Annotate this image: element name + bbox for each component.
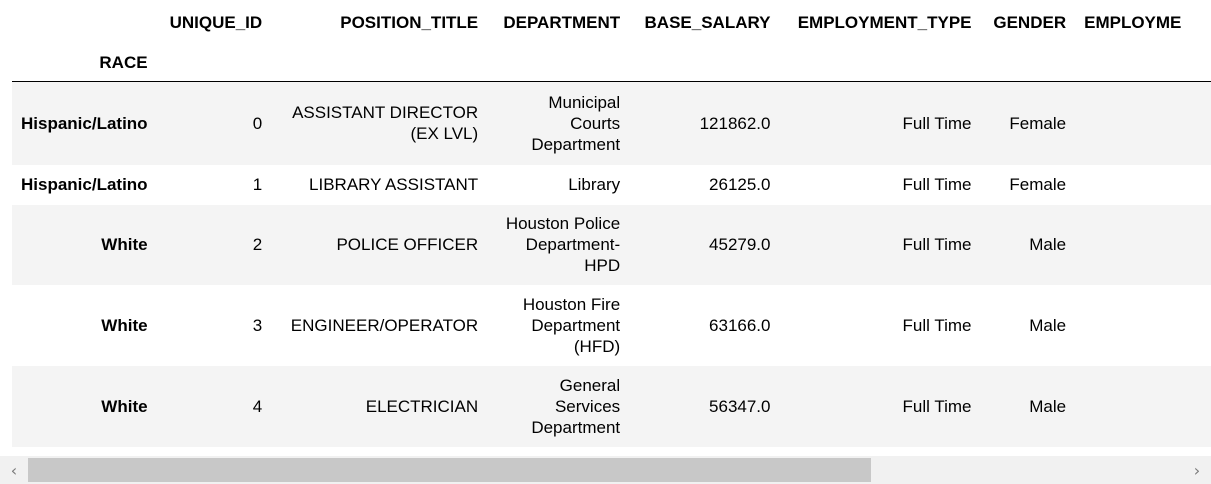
cell-department <box>487 82 629 165</box>
column-header-row <box>12 0 1211 44</box>
column-header: GENDER <box>993 12 1067 32</box>
empty-header-cell <box>1075 44 1211 82</box>
cell-unique-id: 0 <box>252 113 263 133</box>
scrollbar-thumb[interactable] <box>28 458 871 482</box>
row-index-label: Hispanic/Latino <box>21 175 148 194</box>
cell-position-title-text: ENGINEER/OPERATOR <box>290 315 479 335</box>
cell-truncated <box>1075 205 1211 285</box>
cell-employment-type: Full Time <box>902 315 972 335</box>
cell-gender: Female <box>1009 175 1067 194</box>
cell-truncated <box>1075 165 1211 205</box>
index-name-row <box>12 44 1211 82</box>
cell-base-salary: 121862.0 <box>699 113 771 133</box>
cell-position-title-text: ASSISTANT DIRECTOR (EX LVL) <box>292 103 479 144</box>
horizontal-scrollbar[interactable] <box>0 456 1211 484</box>
column-header: EMPLOYME <box>1084 12 1182 32</box>
cell-department-text: Houston Police Department-HPD <box>505 214 621 275</box>
cell-department-text: Library <box>568 175 621 194</box>
cell-position-title <box>271 366 487 447</box>
cell-position-title-text: LIBRARY ASSISTANT <box>309 175 479 194</box>
table-row <box>12 205 1211 285</box>
table-row <box>12 366 1211 447</box>
cell-unique-id: 1 <box>252 175 263 194</box>
cell-position-title <box>271 165 487 205</box>
column-header: EMPLOYMENT_TYPE <box>797 12 972 32</box>
cell-gender: Male <box>1029 315 1067 335</box>
cell-position-title-text: ELECTRICIAN <box>365 396 479 416</box>
cell-department <box>487 366 629 447</box>
cell-position-title <box>271 82 487 165</box>
cell-position-title <box>271 285 487 366</box>
index-name-header: RACE <box>99 53 148 72</box>
column-header: POSITION_TITLE <box>340 12 479 32</box>
cell-base-salary: 26125.0 <box>709 175 771 194</box>
cell-department-text: Municipal Courts Department <box>531 92 621 154</box>
cell-truncated <box>1075 82 1211 165</box>
table-row <box>12 165 1211 205</box>
empty-header-cell <box>981 44 1076 82</box>
cell-department <box>487 205 629 285</box>
cell-employment-type: Full Time <box>902 175 972 194</box>
row-index-label: Hispanic/Latino <box>21 113 148 133</box>
empty-header-cell <box>487 44 629 82</box>
chevron-left-icon[interactable]: ‹ <box>10 460 18 480</box>
index-header-blank <box>12 0 157 44</box>
cell-gender: Male <box>1029 235 1067 254</box>
cell-gender: Female <box>1009 113 1067 133</box>
column-header: DEPARTMENT <box>503 12 621 32</box>
cell-unique-id: 3 <box>252 315 263 335</box>
empty-header-cell <box>271 44 487 82</box>
scrollbar-track[interactable] <box>28 456 1183 484</box>
column-header: BASE_SALARY <box>644 12 771 32</box>
cell-truncated <box>1075 285 1211 366</box>
row-index-label: White <box>101 396 148 416</box>
cell-position-title-text: POLICE OFFICER <box>336 235 479 254</box>
cell-base-salary: 63166.0 <box>709 315 771 335</box>
empty-header-cell <box>629 44 779 82</box>
chevron-right-icon[interactable]: › <box>1193 460 1201 480</box>
column-header: UNIQUE_ID <box>169 12 263 32</box>
cell-base-salary: 45279.0 <box>709 235 771 254</box>
row-index-label: White <box>101 315 148 335</box>
table-row <box>12 82 1211 165</box>
cell-department <box>487 285 629 366</box>
cell-gender: Male <box>1029 396 1067 416</box>
empty-header-cell <box>779 44 980 82</box>
cell-department-text: General Services Department <box>531 375 621 437</box>
cell-base-salary: 56347.0 <box>709 396 771 416</box>
empty-header-cell <box>157 44 272 82</box>
cell-department-text: Houston Fire Department (HFD) <box>522 294 621 356</box>
cell-department <box>487 165 629 205</box>
cell-employment-type: Full Time <box>902 396 972 416</box>
cell-truncated <box>1075 366 1211 447</box>
cell-employment-type: Full Time <box>902 235 972 254</box>
dataframe-table <box>12 0 1211 447</box>
cell-position-title <box>271 205 487 285</box>
cell-unique-id: 2 <box>252 235 263 254</box>
row-index-label: White <box>101 235 148 254</box>
cell-unique-id: 4 <box>252 396 263 416</box>
table-row <box>12 285 1211 366</box>
cell-employment-type: Full Time <box>902 113 972 133</box>
